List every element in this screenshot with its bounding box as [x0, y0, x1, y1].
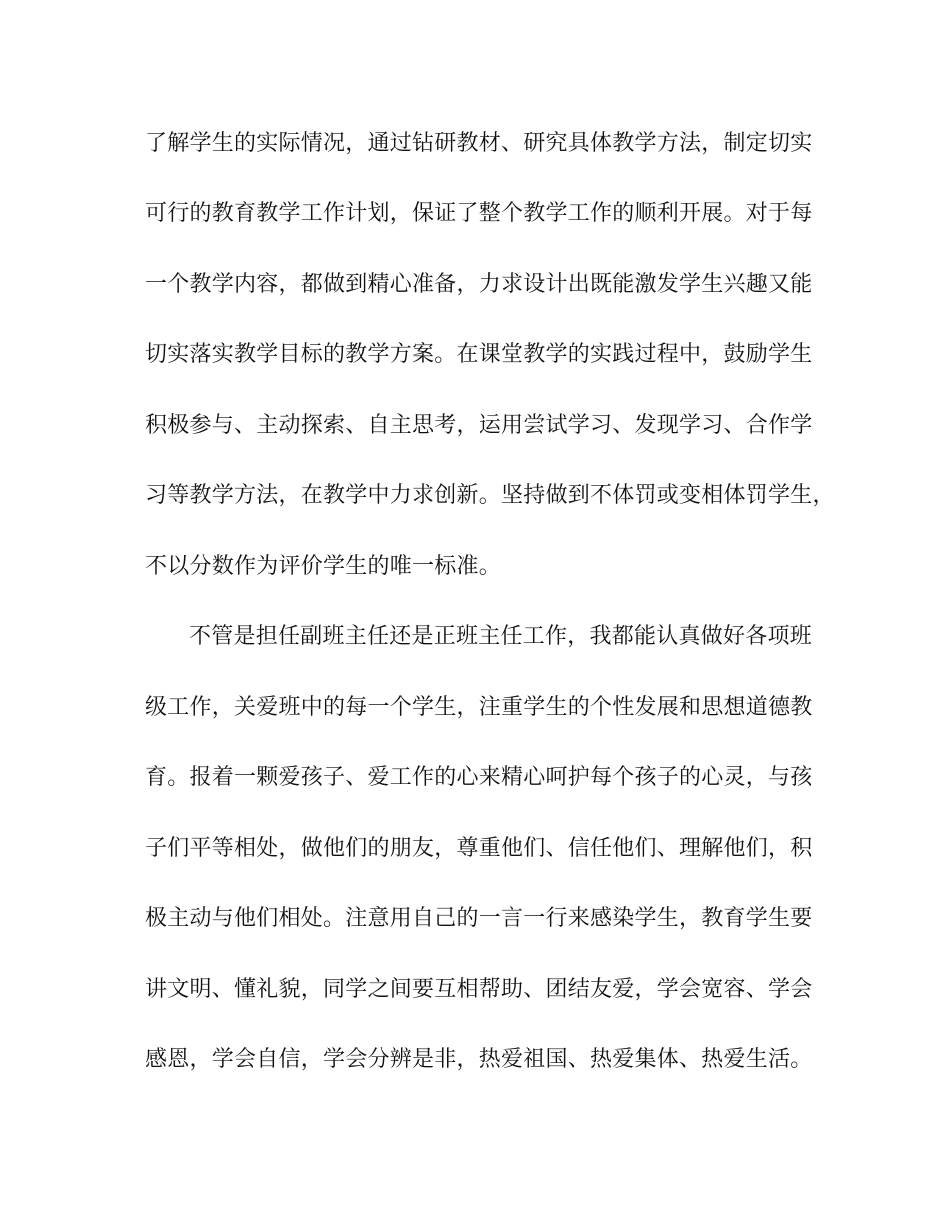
text-line: 级工作，关爱班中的每一个学生，注重学生的个性发展和思想道德教	[145, 695, 813, 720]
text-line: 习等教学方法，在教学中力求创新。坚持做到不体罚或变相体罚学生，	[145, 483, 835, 508]
text-line: 切实落实教学目标的教学方案。在课堂教学的实践过程中，鼓励学生	[145, 342, 813, 367]
paragraph-first-line: 不管是担任副班主任还是正班主任工作，我都能认真做好各项班	[189, 624, 813, 649]
text-line: 不以分数作为评价学生的唯一标准。	[145, 554, 502, 579]
text-line: 可行的教育教学工作计划，保证了整个教学工作的顺利开展。对于每	[145, 201, 813, 226]
text-line: 积极参与、主动探索、自主思考，运用尝试学习、发现学习、合作学	[145, 413, 813, 438]
text-line: 极主动与他们相处。注意用自己的一言一行来感染学生，教育学生要	[145, 906, 813, 931]
text-line: 育。报着一颗爱孩子、爱工作的心来精心呵护每个孩子的心灵，与孩	[145, 765, 813, 790]
text-line: 子们平等相处，做他们的朋友，尊重他们、信任他们、理解他们，积	[145, 836, 813, 861]
text-line: 讲文明、懂礼貌，同学之间要互相帮助、团结友爱，学会宽容、学会	[145, 977, 813, 1002]
text-line: 一个教学内容，都做到精心准备，力求设计出既能激发学生兴趣又能	[145, 272, 813, 297]
text-line: 了解学生的实际情况，通过钻研教材、研究具体教学方法，制定切实	[145, 131, 813, 156]
text-line: 感恩，学会自信，学会分辨是非，热爱祖国、热爱集体、热爱生活。	[145, 1047, 813, 1072]
